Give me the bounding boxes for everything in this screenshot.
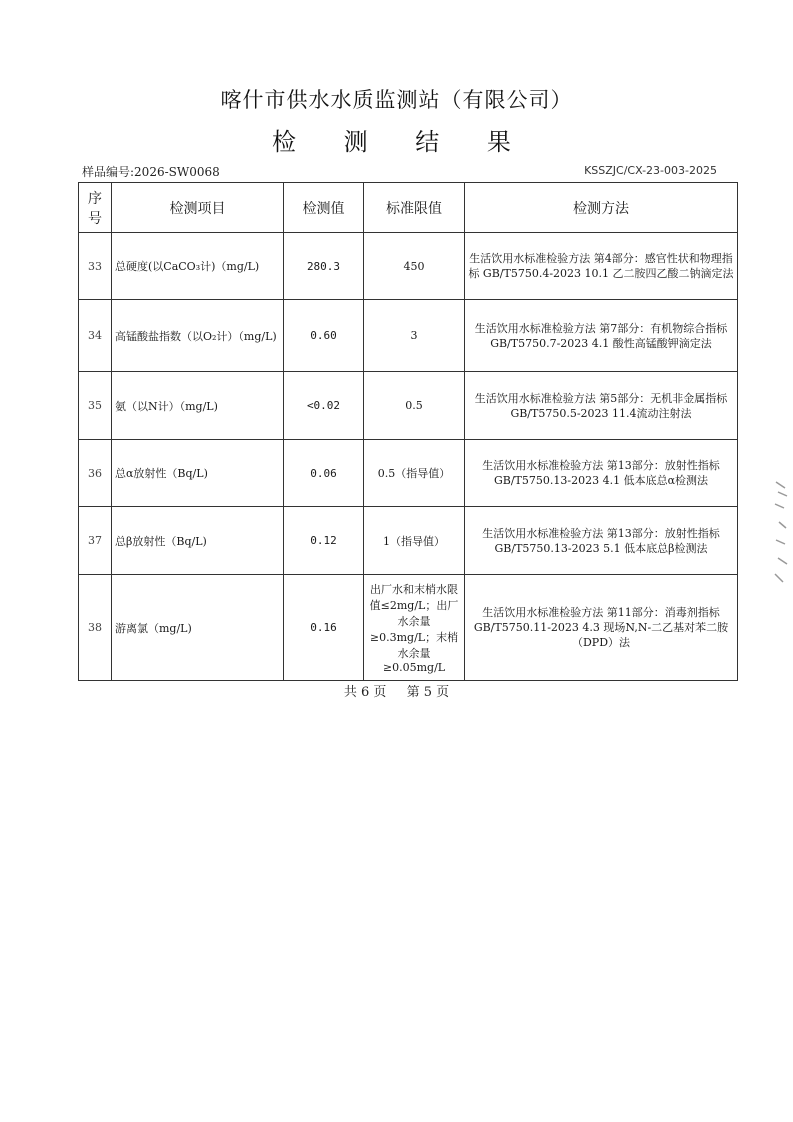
test-value: <0.02 xyxy=(284,372,364,440)
total-pages: 共 6 页 xyxy=(343,685,387,700)
test-method: 生活饮用水标准检验方法 第11部分：消毒剂指标 GB/T5750.11-2023 4.3 现场N,N-二乙基对苯二胺（DPD）法 xyxy=(465,575,738,681)
current-page: 第 5 页 xyxy=(406,685,450,700)
test-item: 总α放射性（Bq/L) xyxy=(112,440,284,507)
test-item: 氨（以N计）（mg/L) xyxy=(112,372,284,440)
seal-edge-mark xyxy=(773,478,789,592)
test-method: 生活饮用水标准检验方法 第5部分：无机非金属指标 GB/T5750.5-2023 11.4流动注射法 xyxy=(465,372,738,440)
results-table xyxy=(78,182,738,681)
test-item: 总β放射性（Bq/L) xyxy=(112,507,284,575)
test-value: 280.3 xyxy=(284,233,364,300)
table-row xyxy=(79,507,738,575)
standard-limit: 0.5 xyxy=(364,372,465,440)
column-header-method: 检测方法 xyxy=(465,183,738,233)
test-value: 0.60 xyxy=(284,300,364,372)
sample-number: 样品编号:2026-SW0068 xyxy=(82,165,220,179)
row-number: 33 xyxy=(79,233,112,300)
table-row xyxy=(79,300,738,372)
standard-limit: 出厂水和末梢水限值≤2mg/L；出厂水余量≥0.3mg/L；末梢水余量≥0.05mg/L xyxy=(364,575,465,681)
document-code: KSSZJC/CX-23-003-2025 xyxy=(584,164,717,177)
test-method: 生活饮用水标准检验方法 第7部分：有机物综合指标 GB/T5750.7-2023 4.1 酸性高锰酸钾滴定法 xyxy=(465,300,738,372)
test-item: 高锰酸盐指数（以O₂计）（mg/L) xyxy=(112,300,284,372)
document-title: 检 测 结 果 xyxy=(272,128,531,156)
test-value: 0.16 xyxy=(284,575,364,681)
column-header-item: 检测项目 xyxy=(112,183,284,233)
row-number: 37 xyxy=(79,507,112,575)
page-footer xyxy=(0,681,793,700)
standard-limit: 3 xyxy=(364,300,465,372)
column-header-no: 序号 xyxy=(79,183,112,233)
row-number: 36 xyxy=(79,440,112,507)
test-method: 生活饮用水标准检验方法 第13部分：放射性指标GB/T5750.13-2023 5.1 低本底总β检测法 xyxy=(465,507,738,575)
row-number: 38 xyxy=(79,575,112,681)
table-row xyxy=(79,440,738,507)
column-header-value: 检测值 xyxy=(284,183,364,233)
standard-limit: 450 xyxy=(364,233,465,300)
test-item: 游离氯（mg/L) xyxy=(112,575,284,681)
row-number: 34 xyxy=(79,300,112,372)
test-value: 0.06 xyxy=(284,440,364,507)
table-row xyxy=(79,372,738,440)
standard-limit: 1（指导值） xyxy=(364,507,465,575)
table-header-row xyxy=(79,183,738,233)
test-value: 0.12 xyxy=(284,507,364,575)
test-method: 生活饮用水标准检验方法 第13部分：放射性指标GB/T5750.13-2023 4.1 低本底总α检测法 xyxy=(465,440,738,507)
table-row xyxy=(79,575,738,681)
test-method: 生活饮用水标准检验方法 第4部分：感官性状和物理指标 GB/T5750.4-2023 10.1 乙二胺四乙酸二钠滴定法 xyxy=(465,233,738,300)
standard-limit: 0.5（指导值） xyxy=(364,440,465,507)
column-header-limit: 标准限值 xyxy=(364,183,465,233)
test-item: 总硬度(以CaCO₃计)（mg/L) xyxy=(112,233,284,300)
row-number: 35 xyxy=(79,372,112,440)
organization-title: 喀什市供水水质监测站（有限公司） xyxy=(220,88,573,112)
table-row xyxy=(79,233,738,300)
